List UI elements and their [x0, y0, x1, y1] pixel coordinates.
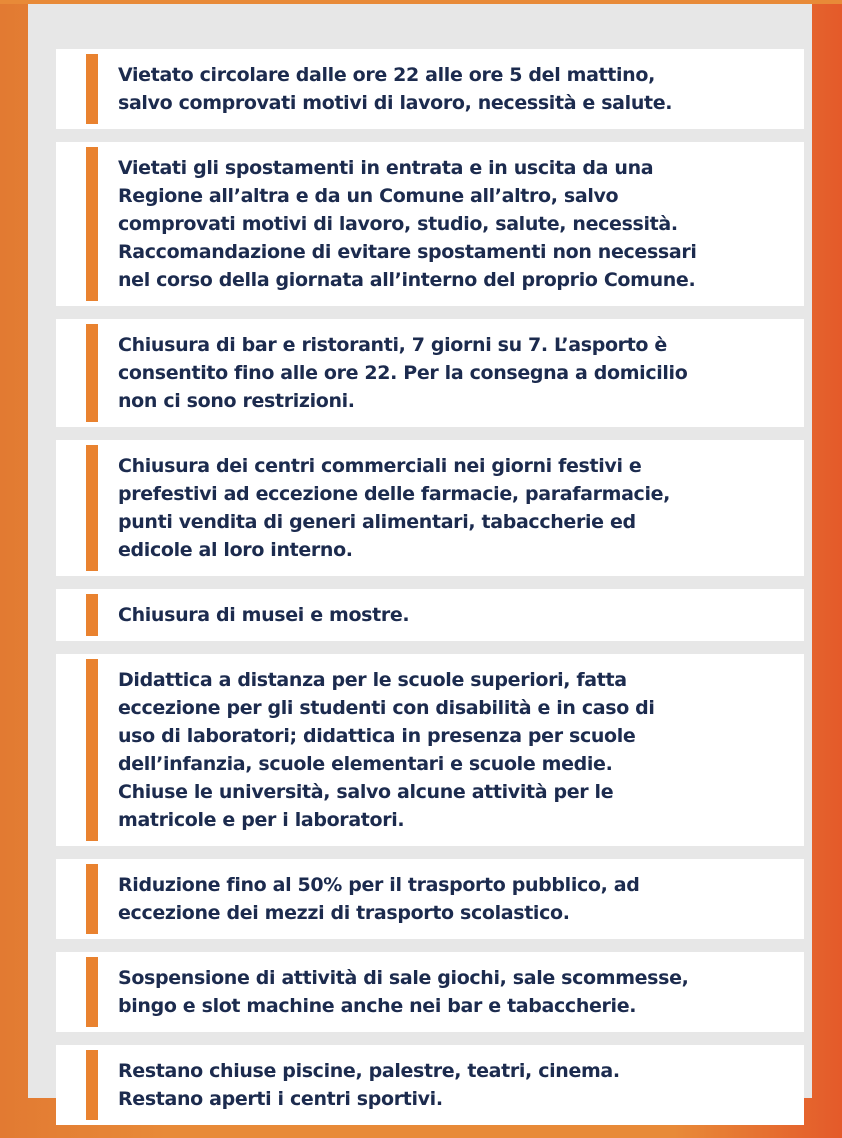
accent-bar — [86, 147, 98, 301]
item-line: Riduzione fino al 50% per il trasporto pubblico, ad — [118, 874, 640, 896]
item-line: prefestivi ad eccezione delle farmacie, parafarmacie, — [118, 483, 671, 505]
item-line: Raccomandazione di evitare spostamenti non necessari — [118, 241, 697, 263]
item-line: dell’infanzia, scuole elementari e scuole medie. — [118, 753, 613, 775]
rules-list — [56, 49, 804, 1138]
item-text — [118, 666, 786, 834]
item-line: edicole al loro interno. — [118, 539, 353, 561]
item-line: nel corso della giornata all’interno del proprio Comune. — [118, 269, 696, 291]
list-item — [56, 589, 804, 641]
list-item — [56, 319, 804, 427]
item-text — [118, 452, 786, 564]
item-text — [118, 601, 786, 629]
item-line: eccezione per gli studenti con disabilità e in caso di — [118, 697, 655, 719]
item-line: non ci sono restrizioni. — [118, 390, 355, 412]
item-line: matricole e per i laboratori. — [118, 809, 405, 831]
item-text — [118, 964, 786, 1020]
item-line: uso di laboratori; didattica in presenza per scuole — [118, 725, 636, 747]
accent-bar — [86, 957, 98, 1027]
list-item — [56, 952, 804, 1032]
item-text — [118, 61, 786, 117]
item-line: comprovati motivi di lavoro, studio, salute, necessità. — [118, 213, 678, 235]
accent-bar — [86, 324, 98, 422]
item-line: punti vendita di generi alimentari, tabaccherie ed — [118, 511, 636, 533]
item-text — [118, 1057, 786, 1113]
item-line: Vietati gli spostamenti in entrata e in uscita da una — [118, 157, 654, 179]
list-item — [56, 440, 804, 576]
item-line: salvo comprovati motivi di lavoro, necessità e salute. — [118, 92, 673, 114]
item-text — [118, 871, 786, 927]
list-item — [56, 142, 804, 306]
item-line: Chiusura di bar e ristoranti, 7 giorni su 7. L’asporto è — [118, 334, 667, 356]
item-line: Chiusura di musei e mostre. — [118, 604, 410, 626]
item-line: Regione all’altra e da un Comune all’altro, salvo — [118, 185, 619, 207]
item-line: Didattica a distanza per le scuole superiori, fatta — [118, 669, 627, 691]
item-line: consentito fino alle ore 22. Per la consegna a domicilio — [118, 362, 688, 384]
item-line: Chiuse le università, salvo alcune attività per le — [118, 781, 614, 803]
item-line: eccezione dei mezzi di trasporto scolastico. — [118, 902, 570, 924]
accent-bar — [86, 445, 98, 571]
list-item — [56, 1045, 804, 1125]
item-line: Restano aperti i centri sportivi. — [118, 1088, 443, 1110]
list-item — [56, 49, 804, 129]
content-panel — [28, 4, 812, 1110]
accent-bar — [86, 54, 98, 124]
item-text — [118, 154, 786, 294]
item-line: Vietato circolare dalle ore 22 alle ore 5 del mattino, — [118, 64, 655, 86]
accent-bar — [86, 659, 98, 841]
item-line: Chiusura dei centri commerciali nei giorni festivi e — [118, 455, 642, 477]
list-item — [56, 654, 804, 846]
item-text — [118, 331, 786, 415]
item-line: Sospensione di attività di sale giochi, sale scommesse, — [118, 967, 689, 989]
list-item — [56, 859, 804, 939]
accent-bar — [86, 864, 98, 934]
item-line: Restano chiuse piscine, palestre, teatri, cinema. — [118, 1060, 620, 1082]
accent-bar — [86, 594, 98, 636]
item-line: bingo e slot machine anche nei bar e tabaccherie. — [118, 995, 637, 1017]
accent-bar — [86, 1050, 98, 1120]
